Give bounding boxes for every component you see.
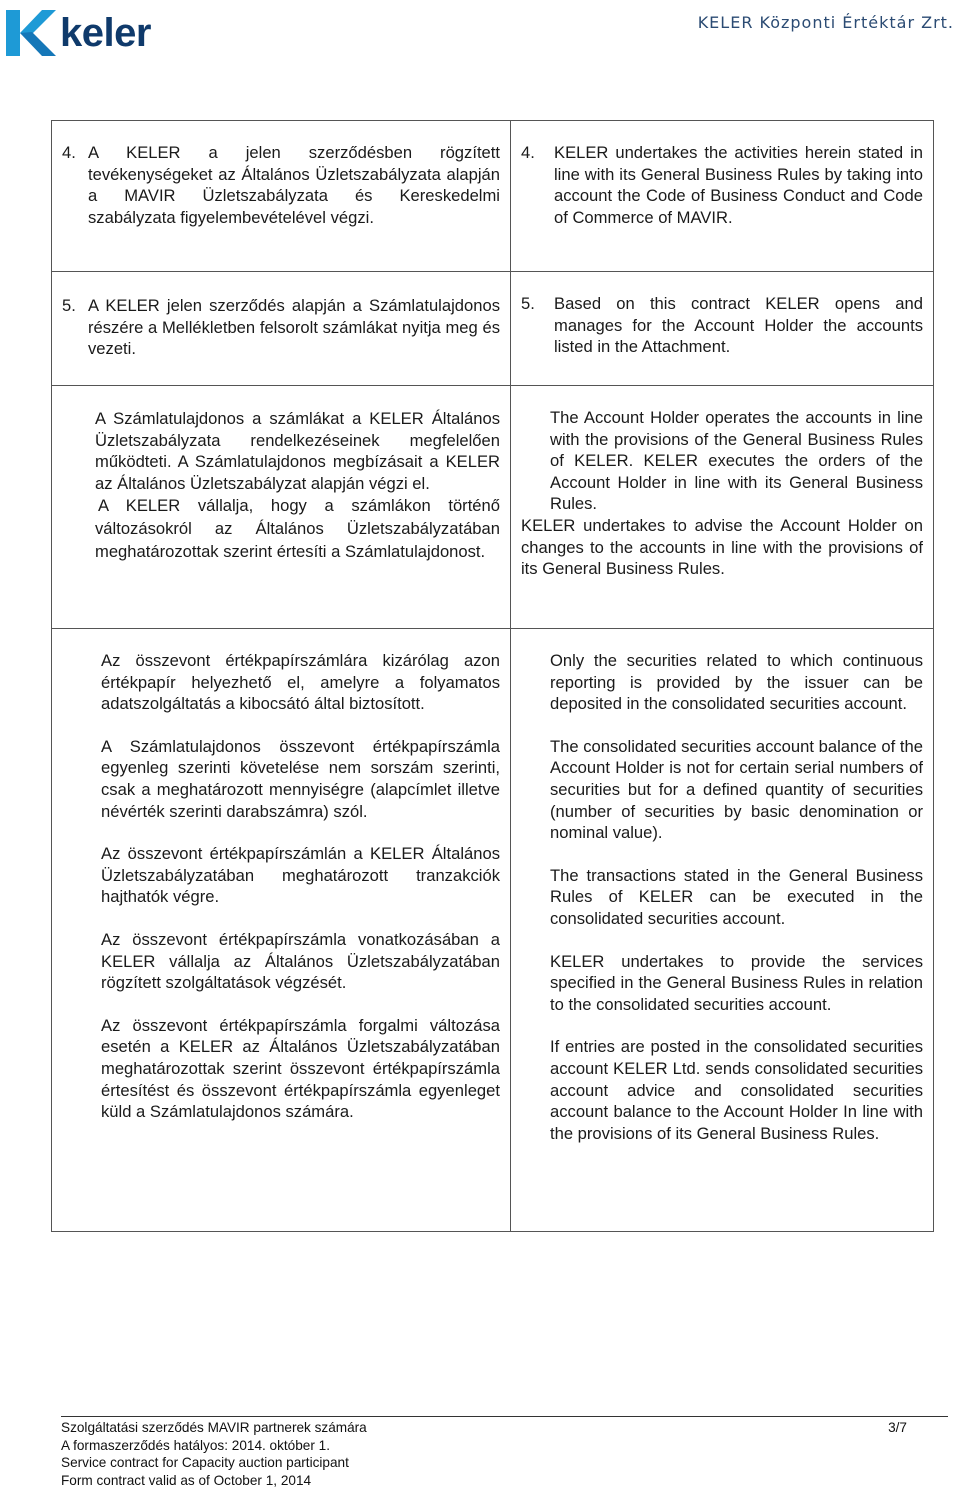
footer-line: A formaszerződés hatályos: 2014. október 1. xyxy=(61,1437,331,1453)
numbered-clause xyxy=(62,295,500,360)
page-number: 3/7 xyxy=(888,1420,907,1435)
table-row xyxy=(52,121,934,272)
clause-number: 5. xyxy=(521,294,535,313)
hu-cell xyxy=(52,629,511,1232)
keler-logo-mark-icon xyxy=(4,8,56,58)
paragraph: Az összevont értékpapírszámlára kizárólag azon értékpapír helyezhető el, amelyre a folyamatos adatszolgáltatás a kibocsátó által biztosított. xyxy=(101,651,500,714)
paragraph: KELER undertakes to advise the Account Holder on changes to the accounts in line with the provisions of its General Business Rules. xyxy=(521,515,923,579)
paragraph: The transactions stated in the General Business Rules of KELER can be executed in the consolidated securities account. xyxy=(550,865,923,928)
company-name: KELER Központi Értéktár Zrt. xyxy=(697,13,954,32)
clause-number: 4. xyxy=(62,143,76,162)
en-cell xyxy=(511,386,934,629)
paragraph: The Account Holder operates the accounts in line with the provisions of the General Business Rules of KELER. KELER executes the orders of the Account Holder in line with its General Business Rules. xyxy=(550,408,923,514)
clause-text: KELER undertakes the activities herein stated in line with its General Business Rules by taking into account the Code of Business Conduct and Code of Commerce of MAVIR. xyxy=(554,143,923,227)
en-cell xyxy=(511,629,934,1232)
paragraph: Only the securities related to which continuous reporting is provided by the issuer can be deposited in the consolidated securities account. xyxy=(550,651,923,714)
paragraph: If entries are posted in the consolidated securities account KELER Ltd. sends consolidated securities account advice and consolidated securities account balance to the Account Holder In line with the provisions of its General Business Rules. xyxy=(550,1037,923,1143)
table-row xyxy=(52,272,934,386)
hu-cell xyxy=(52,121,511,272)
paragraph: A Számlatulajdonos összevont értékpapírszámla egyenleg szerinti követelése nem sorszám szerinti, csak a meghatározott mennyiségre (alapcímlet illetve névérték szerinti darabszámra) szól. xyxy=(101,736,500,821)
paragraph: Az összevont értékpapírszámla forgalmi változása esetén a KELER az Általános Üzletszabályzatában meghatározottak szerint összevont értékpapírszámla értesítést és összevont értékpapírszámla egyenleget küld a Számlatulajdonos számára. xyxy=(101,1015,500,1122)
table-row xyxy=(52,629,934,1232)
en-cell xyxy=(511,272,934,386)
hu-cell xyxy=(52,386,511,629)
page-header xyxy=(0,0,960,70)
clause-number: 4. xyxy=(521,143,535,162)
contract-table xyxy=(51,120,934,1232)
table-row xyxy=(52,386,934,629)
footer-line: Form contract valid as of October 1, 2014 xyxy=(61,1472,312,1488)
footer-line: Service contract for Capacity auction participant xyxy=(61,1455,349,1470)
clause-number: 5. xyxy=(62,296,76,315)
numbered-clause xyxy=(521,293,923,358)
paragraph: KELER undertakes to provide the services specified in the General Business Rules in relation to the consolidated securities account. xyxy=(550,951,923,1014)
paragraph: Az összevont értékpapírszámla vonatkozásában a KELER vállalja az Általános Üzletszabályzatában rögzített szolgáltatások végzését. xyxy=(101,929,500,993)
numbered-clause xyxy=(521,142,923,228)
numbered-clause xyxy=(62,142,500,228)
clause-text: A KELER a jelen szerződésben rögzített tevékenységeket az Általános Üzletszabályzata alapján a MAVIR Üzletszabályzata és Kereskedelmi szabályzata figyelembevételével végzi. xyxy=(88,143,500,227)
page-footer xyxy=(61,1416,948,1489)
keler-logo xyxy=(4,8,151,58)
paragraph: Az összevont értékpapírszámlán a KELER Általános Üzletszabályzatában meghatározott tranzakciók hajthatók végre. xyxy=(101,844,500,907)
en-cell xyxy=(511,121,934,272)
clause-text: A KELER jelen szerződés alapján a Számlatulajdonos részére a Mellékletben felsorolt számlákat nyitja meg és vezeti. xyxy=(88,296,500,359)
paragraph: A Számlatulajdonos a számlákat a KELER Általános Üzletszabályzata rendelkezéseinek megfelelően működteti. A Számlatulajdonos megbízásait a KELER az Általános Üzletszabályzat alapján végzi el. xyxy=(95,409,500,493)
clause-text: Based on this contract KELER opens and manages for the Account Holder the accounts listed in the Attachment. xyxy=(554,294,923,357)
hu-cell xyxy=(52,272,511,386)
footer-line: Szolgáltatási szerződés MAVIR partnerek számára xyxy=(61,1420,367,1435)
paragraph: The consolidated securities account balance of the Account Holder is not for certain serial numbers of securities but for a defined quantity of securities (number of securities by basic denomination or nominal value). xyxy=(550,736,923,843)
paragraph: A KELER vállalja, hogy a számlákon történő változásokról az Általános Üzletszabályzatában meghatározottak szerint értesíti a Számlatulajdonost. xyxy=(95,496,500,562)
logo-wordmark: keler xyxy=(60,11,151,55)
